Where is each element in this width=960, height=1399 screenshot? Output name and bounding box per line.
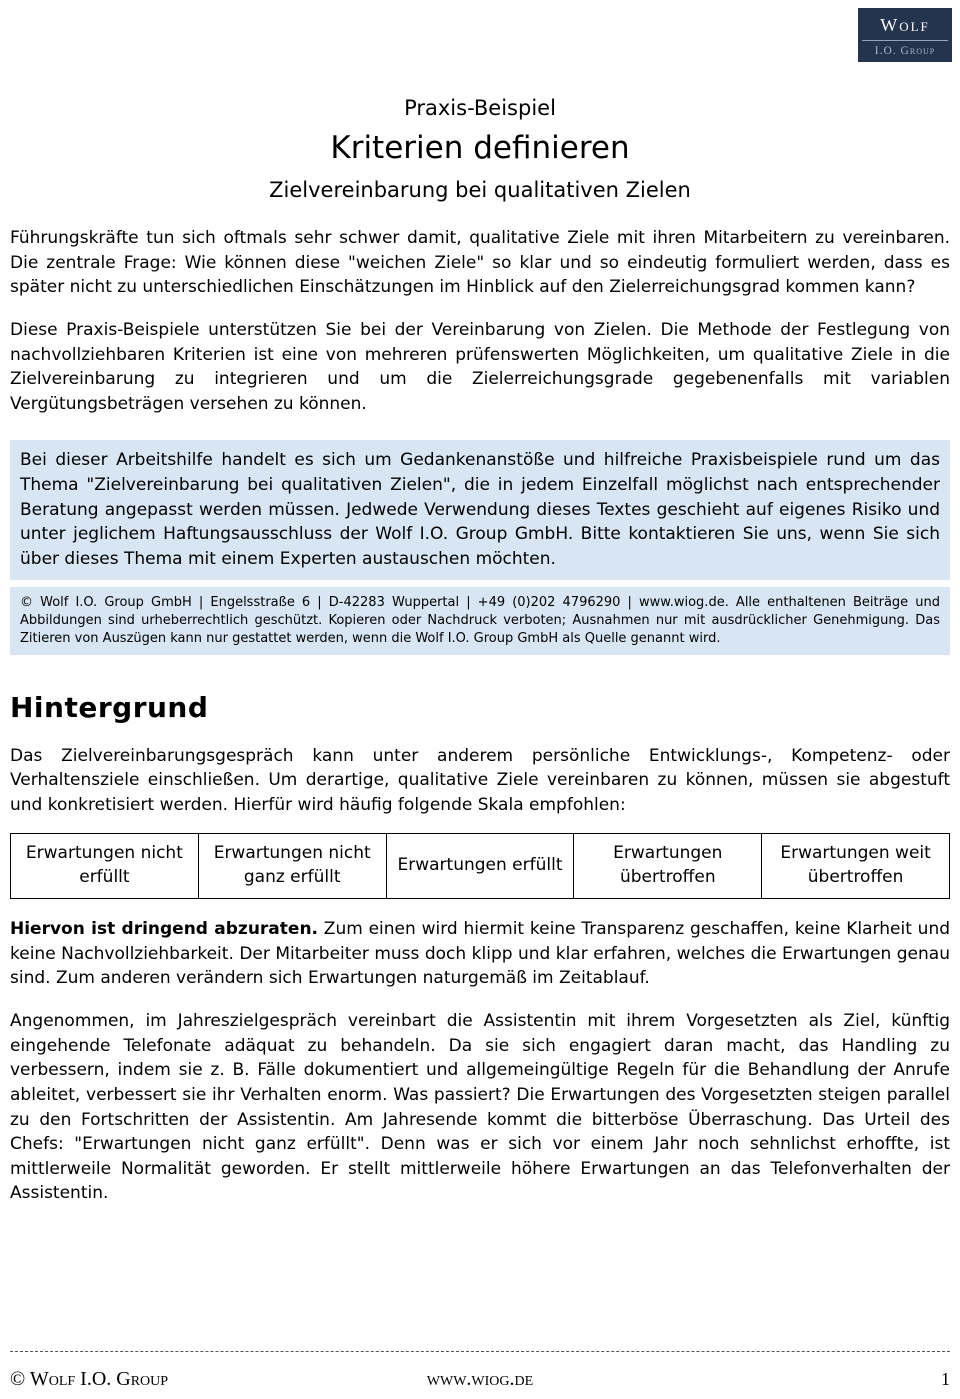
logo-wolf-text: Wolf: [862, 15, 948, 41]
rating-scale-table: [10, 833, 950, 899]
page-footer: [10, 1351, 950, 1399]
document-pretitle: Praxis-Beispiel: [404, 96, 556, 120]
scale-cell-5: Erwartungen weit übertroffen: [762, 834, 950, 899]
disclaimer-box: Bei dieser Arbeitshilfe handelt es sich um Gedankenanstöße und hilfreiche Praxisbeispiele rund um das Thema "Zielvereinbarung bei qualitativen Zielen", die in jedem Einzelfall möglichst nach entsprechender Beratung angepasst werden müssen. Jedwede Verwendung dieses Textes geschieht auf eigenes Risiko und unter jeglichem Haftungsausschluss der Wolf I.O. Group GmbH. Bitte kontaktieren Sie uns, wenn Sie sich über dieses Thema mit einem Experten austauschen möchten.: [10, 440, 950, 579]
example-paragraph: Angenommen, im Jahreszielgespräch vereinbart die Assistentin mit ihrem Vorgesetzten als Ziel, künftig eingehende Telefonate adäquat zu behandeln. Da sie sich engagiert daran macht, das Handling zu verbessern, indem sie z. B. Fälle dokumentiert und allgemeingültige Regeln für die Behandlung der Anrufe ableitet, verbessert sie ihr Verhalten enorm. Was passiert? Die Erwartungen des Vorgesetzten steigen parallel zu den Fortschritten der Assistentin. Am Jahresende kommt die bitterböse Überraschung. Das Urteil des Chefs: "Erwartungen nicht ganz erfüllt". Denn was er sich vor einem Jahr noch sehnlichst erhoffte, ist mittlerweile Normalität geworden. Er stellt mittlerweile höhere Erwartungen an das Telefonverhalten der Assistentin.: [10, 1010, 950, 1204]
scale-cell-1: Erwartungen nicht erfüllt: [11, 834, 199, 899]
intro-paragraph-1: Führungskräfte tun sich oftmals sehr schwer damit, qualitative Ziele mit ihren Mitarbeitern zu vereinbaren. Die zentrale Frage: Wie können diese "weichen Ziele" so klar und so eindeutig formuliert werden, dass es später nicht zu unterschiedlichen Einschätzungen im Hinblick auf den Zielerreichungsgrad kommen kann?: [10, 228, 950, 298]
document-subtitle: Zielvereinbarung bei qualitativen Zielen: [269, 178, 691, 202]
title-block: [10, 96, 950, 202]
copyright-box: © Wolf I.O. Group GmbH | Engelsstraße 6 | D-42283 Wuppertal | +49 (0)202 4796290 | www.wiog.de. Alle enthaltenen Beiträge und Abbildungen sind urheberrechtlich geschützt. Kopieren oder Nachdruck verboten; Ausnahmen nur mit ausdrücklicher Genehmigung. Das Zitieren von Auszügen kann nur gestattet werden, wenn die Wolf I.O. Group GmbH als Quelle genannt wird.: [10, 587, 950, 655]
background-paragraph-1: Das Zielvereinbarungsgespräch kann unter anderem persönliche Entwicklungs-, Kompetenz- oder Verhaltensziele einschließen. Um derartige, qualitative Ziele vereinbaren zu können, müssen sie abgestuft und konkretisiert werden. Hierfür wird häufig folgende Skala empfohlen:: [10, 745, 950, 815]
footer-company-name: © Wolf I.O. Group: [10, 1368, 169, 1390]
scale-cell-2: Erwartungen nicht ganz erfüllt: [198, 834, 386, 899]
logo-group-text: I.O. Group: [874, 45, 936, 57]
rating-scale-row: [11, 834, 950, 899]
wolf-io-group-logo: [858, 8, 952, 62]
warning-rest-text: Zum einen wird hiermit keine Transparenz geschaffen, keine Klarheit und keine Nachvollziehbarkeit. Der Mitarbeiter muss doch klipp und klar erfahren, welches die Erwartungen genau sind. Zum anderen verändern sich Erwartungen naturgemäß im Zeitablauf.: [10, 919, 951, 989]
scale-cell-4: Erwartungen übertroffen: [574, 834, 762, 899]
document-title: Kriterien definieren: [330, 130, 630, 166]
section-heading-hintergrund: Hintergrund: [10, 690, 209, 724]
warning-paragraph: [10, 917, 950, 991]
scale-cell-3: Erwartungen erfüllt: [386, 834, 574, 899]
footer-page-number: 1: [940, 1369, 950, 1389]
warning-lead-text: Hiervon ist dringend abzuraten.: [10, 919, 319, 940]
footer-website: www.wiog.de: [426, 1368, 534, 1390]
intro-paragraph-2: Diese Praxis-Beispiele unterstützen Sie bei der Vereinbarung von Zielen. Die Methode der Festlegung von nachvollziehbaren Kriterien ist eine von mehreren prüfenswerten Möglichkeiten, um qualitative Ziele in die Zielvereinbarung zu integrieren und um die Zielerreichungsgrade gegebenenfalls mit variablen Vergütungsbeträgen versehen zu können.: [10, 319, 950, 414]
